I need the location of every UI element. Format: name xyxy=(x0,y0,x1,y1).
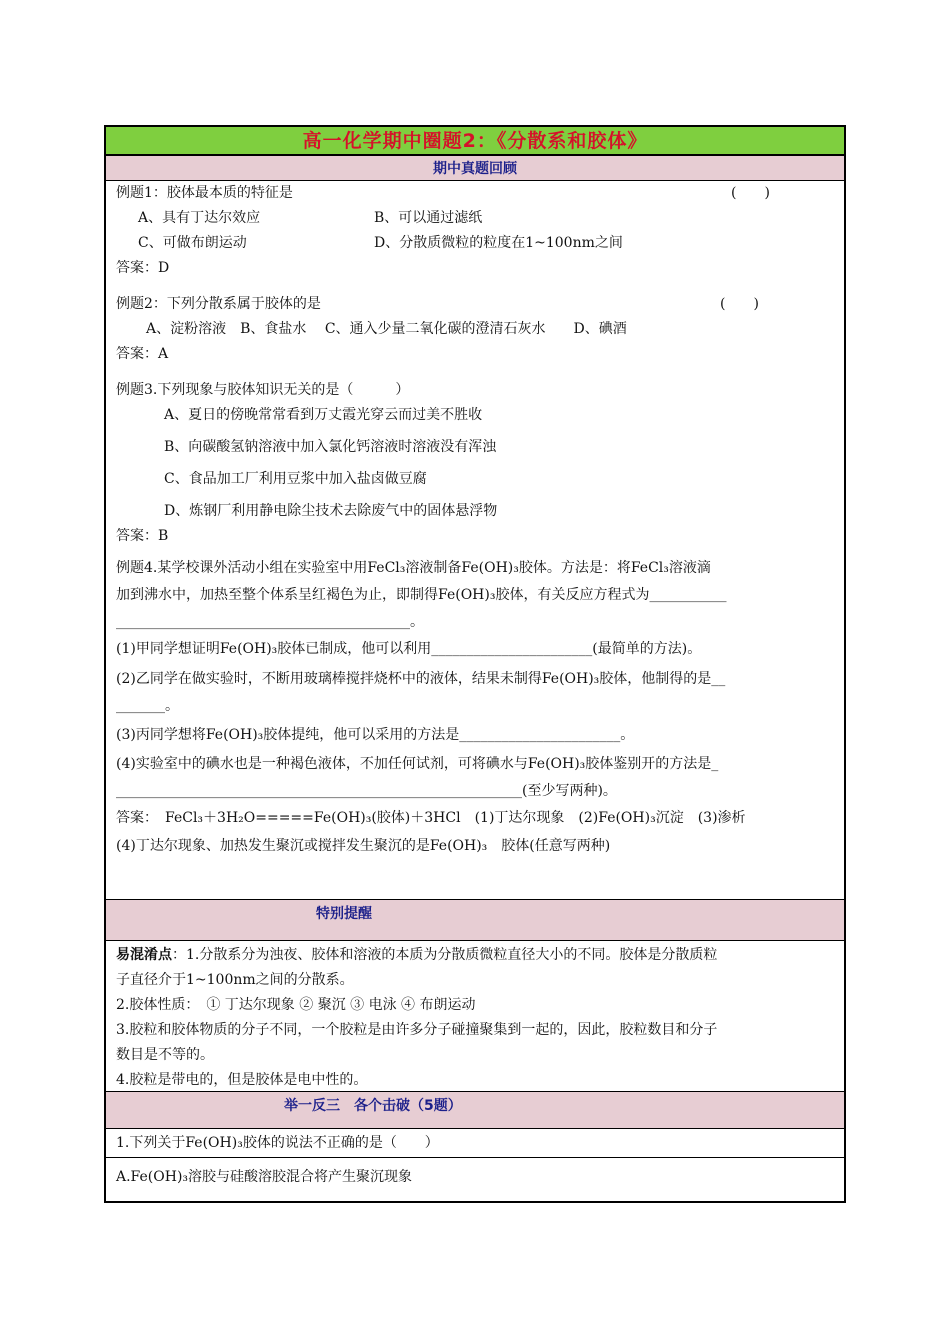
q1-answer: 答案：D xyxy=(116,260,170,276)
tips-line-2: 子直径介于1~100nm之间的分散系。 xyxy=(116,972,354,988)
q2-answer: 答案：A xyxy=(116,346,169,362)
tips-line-4: 3.胶粒和胶体物质的分子不同，一个胶粒是由许多分子碰撞聚集到一起的，因此，胶粒数目和分子 xyxy=(116,1022,718,1038)
q1-option-d: D、分散质微粒的粒度在1~100nm之间 xyxy=(374,235,623,251)
tips-line-6: 4.胶粒是带电的，但是胶体是电中性的。 xyxy=(116,1072,368,1088)
q4-line-2: 加到沸水中，加热至整个体系呈红褐色为止，即制得Fe(OH)₃胶体，有关反应方程式为___________ xyxy=(116,587,727,603)
q3-stem: 例题3.下列现象与胶体知识无关的是（ ） xyxy=(116,382,410,398)
q3-answer: 答案：B xyxy=(116,528,169,544)
q2-paren: ( ) xyxy=(720,296,759,312)
q1-paren: ( ) xyxy=(731,185,770,201)
document-title: 高一化学期中圈题2：《分散系和胶体》 xyxy=(106,127,844,155)
document-table xyxy=(104,125,846,1203)
q1-option-c: C、可做布朗运动 xyxy=(138,235,247,251)
q4-answer-1: 答案： FeCl₃＋3H₂O=====Fe(OH)₃(胶体)＋3HCl (1)丁达尔现象 (2)Fe(OH)₃沉淀 (3)渗析 xyxy=(116,810,746,826)
q4-sub-2b: _______。 xyxy=(116,698,179,714)
q1-stem: 例题1：胶体最本质的特征是 xyxy=(116,185,293,201)
q3-option-b: B、向碳酸氢钠溶液中加入氯化钙溶液时溶液没有浑浊 xyxy=(164,439,497,455)
tips-line-5: 数目是不等的。 xyxy=(116,1047,214,1063)
q4-sub-1: (1)甲同学想证明Fe(OH)₃胶体已制成，他可以利用_______________________(最简单的方法)。 xyxy=(116,641,702,657)
q2-stem: 例题2：下列分散系属于胶体的是 xyxy=(116,296,321,312)
q3-option-a: A、夏日的傍晚常常看到万丈霞光穿云而过美不胜收 xyxy=(164,407,483,423)
q4-sub-4b: __________________________________________________________(至少写两种)。 xyxy=(116,783,617,799)
q2-options: A、淀粉溶液 B、食盐水 C、通入少量二氧化碳的澄清石灰水 D、碘酒 xyxy=(146,321,627,337)
q1-option-b: B、可以通过滤纸 xyxy=(374,210,483,226)
tips-line-1-text: ：1.分散系分为浊夜、胶体和溶液的本质为分散质微粒直径大小的不同。胶体是分散质粒 xyxy=(172,947,718,963)
q3-option-c: C、食品加工厂利用豆浆中加入盐卤做豆腐 xyxy=(164,471,427,487)
tips-line-1 xyxy=(116,945,717,965)
section-header-review: 期中真题回顾 xyxy=(106,155,844,181)
row-divider xyxy=(106,1157,844,1158)
tips-line-3: 2.胶体性质： ① 丁达尔现象 ② 聚沉 ③ 电泳 ④ 布朗运动 xyxy=(116,997,476,1013)
q3-option-d: D、炼钢厂利用静电除尘技术去除废气中的固体悬浮物 xyxy=(164,503,498,519)
section-header-practice: 举一反三 各个击破（5题） xyxy=(106,1091,844,1129)
p1-option-a: A.Fe(OH)₃溶胶与硅酸溶胶混合将产生聚沉现象 xyxy=(116,1169,413,1185)
q4-answer-2: (4)丁达尔现象、加热发生聚沉或搅拌发生聚沉的是Fe(OH)₃ 胶体(任意写两种) xyxy=(116,838,611,854)
q4-line-3: __________________________________________。 xyxy=(116,614,424,630)
q4-sub-2a: (2)乙同学在做实验时，不断用玻璃棒搅拌烧杯中的液体，结果未制得Fe(OH)₃胶体，他制得的是__ xyxy=(116,671,726,687)
q1-option-a: A、具有丁达尔效应 xyxy=(138,210,261,226)
q4-sub-4a: (4)实验室中的碘水也是一种褐色液体，不加任何试剂，可将碘水与Fe(OH)₃胶体鉴别开的方法是_ xyxy=(116,756,719,772)
q4-line-1: 例题4.某学校课外活动小组在实验室中用FeCl₃溶液制备Fe(OH)₃胶体。方法是：将FeCl₃溶液滴 xyxy=(116,560,711,576)
section-header-reminder: 特别提醒 xyxy=(106,899,844,941)
q4-sub-3: (3)丙同学想将Fe(OH)₃胶体提纯，他可以采用的方法是_______________________。 xyxy=(116,727,635,743)
tips-label: 易混淆点 xyxy=(116,947,172,963)
p1-stem: 1.下列关于Fe(OH)₃胶体的说法不正确的是（ ） xyxy=(116,1135,439,1151)
